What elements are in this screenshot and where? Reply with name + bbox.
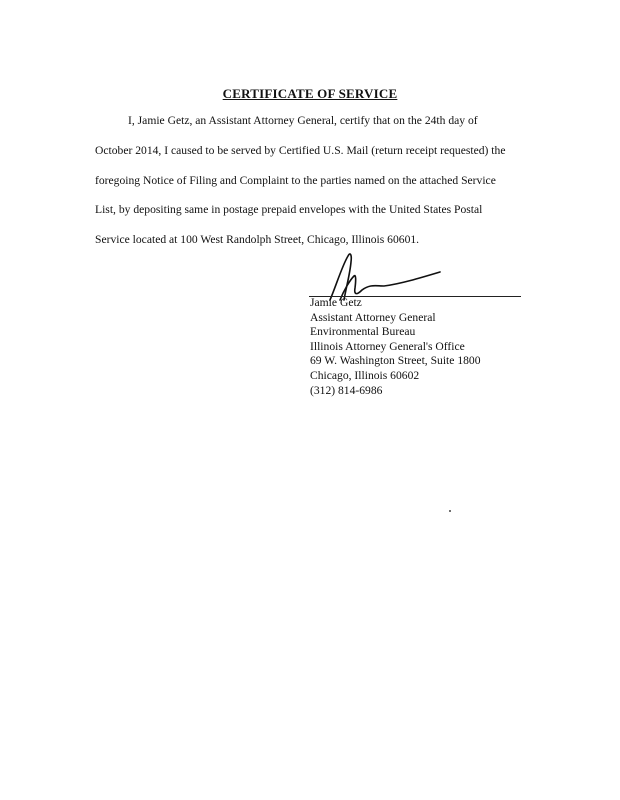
body-line-2: October 2014, I caused to be served by Certified U.S. Mail (return receipt requested) the xyxy=(95,144,506,157)
signer-address: 69 W. Washington Street, Suite 1800 xyxy=(310,354,481,368)
signer-bureau: Environmental Bureau xyxy=(310,325,416,339)
document-title: CERTIFICATE OF SERVICE xyxy=(222,86,398,101)
signer-city: Chicago, Illinois 60602 xyxy=(310,368,420,382)
signer-phone: (312) 814-6986 xyxy=(310,383,383,397)
handwritten-signature xyxy=(322,250,447,302)
signature-block xyxy=(310,296,481,398)
body-line-5: Service located at 100 West Randolph Street, Chicago, Illinois 60601. xyxy=(95,233,420,246)
signer-name: Jamie Getz xyxy=(310,296,362,309)
signer-title: Assistant Attorney General xyxy=(310,310,436,324)
body-line-4: List, by depositing same in postage prepaid envelopes with the United States Postal xyxy=(95,203,483,216)
signer-office: Illinois Attorney General's Office xyxy=(310,339,465,353)
body-line-3: foregoing Notice of Filing and Complaint to the parties named on the attached Service xyxy=(95,174,496,187)
scan-artifact-dot xyxy=(449,510,451,512)
body-line-1: I, Jamie Getz, an Assistant Attorney General, certify that on the 24th day of xyxy=(128,114,478,127)
